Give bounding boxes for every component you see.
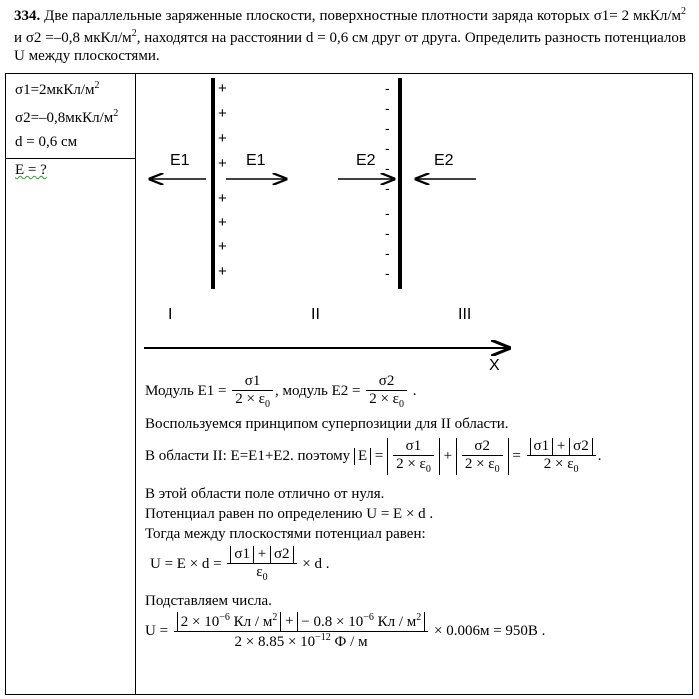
given-sigma1: $\sigma 1=2мкКл/м^2$: [15, 80, 100, 98]
minus-sign: -: [385, 265, 390, 281]
problem-statement: 334. Две параллельные заряженные плоскости, поверхностные плотности заряда которых σ1= 2 мкКл/$м^2$ и σ2 =–0,8 мкКл/$м^2$, находятся на расстоянии d = 0,6 см друг от друга. Определить разность потенциалов U между плоскостями.: [14, 6, 687, 64]
plus-sign: +: [218, 190, 227, 207]
minus-sign: -: [385, 205, 390, 221]
between-plates-text: Тогда между плоскостями потенциал равен:: [145, 526, 426, 542]
plus-sign: +: [218, 80, 227, 97]
given-divider: [5, 158, 136, 159]
problem-text: Две параллельные заряженные плоскости, поверхностные плотности заряда которых σ1= 2 мкКл/м: [44, 8, 682, 24]
region-2-label: II: [311, 306, 320, 323]
plus-sign: +: [218, 214, 227, 231]
minus-sign: -: [385, 225, 390, 241]
given-sigma2: $\sigma 2=-0,8мкКл/м^2$: [15, 108, 119, 126]
region-1-label: I: [168, 306, 173, 323]
problem-number: 334.: [14, 8, 41, 24]
e2-label-right: E2: [434, 152, 454, 169]
minus-sign: -: [385, 160, 390, 176]
e1-label-right: E1: [246, 152, 266, 169]
e2-label-left: E2: [356, 152, 376, 169]
minus-sign: -: [385, 140, 390, 156]
superposition-text: Воспользуемся принципом суперпозиции для II области.: [145, 416, 509, 432]
minus-sign: -: [385, 245, 390, 261]
region-2-equation: В области II: E=E1+E2. поэтому E = $\frac{\sigma 1}{2 \times \varepsilon_0}$ + $\frac{\sigma 2}{2 \times \varepsilon_0}$ = $\frac{\sigma 1 + \sigma 2}{2 \times \varepsilon_0}$ .: [145, 438, 602, 476]
potential-formula: U = E × d = $\frac{\sigma 1 + \sigma 2}{\varepsilon_0}$ × d .: [150, 546, 330, 584]
numeric-result: U = $\frac{2 \times 10^{-6} Кл / м^2 + - 0.8 \times 10^{-6} Кл / м^2}{2 \times 8.85 \times 10^{-12} Ф / м}$ × 0.006м = 950В .: [145, 612, 546, 650]
given-find: E = ?: [15, 162, 47, 178]
nonzero-text: В этой области поле отлично от нуля.: [145, 486, 385, 502]
minus-sign: -: [385, 100, 390, 116]
modulus-formulas: Модуль E1 = $\frac{\sigma 1}{2 \times \varepsilon_0}$ , модуль E2 = $\frac{\sigma 2}{2 \times \varepsilon_0}$ .: [145, 373, 417, 410]
plus-sign: +: [218, 263, 227, 280]
plus-sign: +: [218, 155, 227, 172]
potential-definition: Потенциал равен по определению U = E × d .: [145, 506, 434, 522]
given-distance: d = 0,6 см: [15, 134, 78, 150]
region-3-label: III: [458, 306, 472, 323]
minus-sign: -: [385, 120, 390, 136]
x-axis-label: X: [489, 357, 500, 374]
substitute-text: Подставляем числа.: [145, 593, 272, 609]
plus-sign: +: [218, 105, 227, 122]
minus-sign: -: [385, 80, 390, 96]
plus-sign: +: [218, 238, 227, 255]
e1-label-left: E1: [170, 152, 190, 169]
minus-sign: -: [385, 180, 390, 196]
plus-sign: +: [218, 130, 227, 147]
